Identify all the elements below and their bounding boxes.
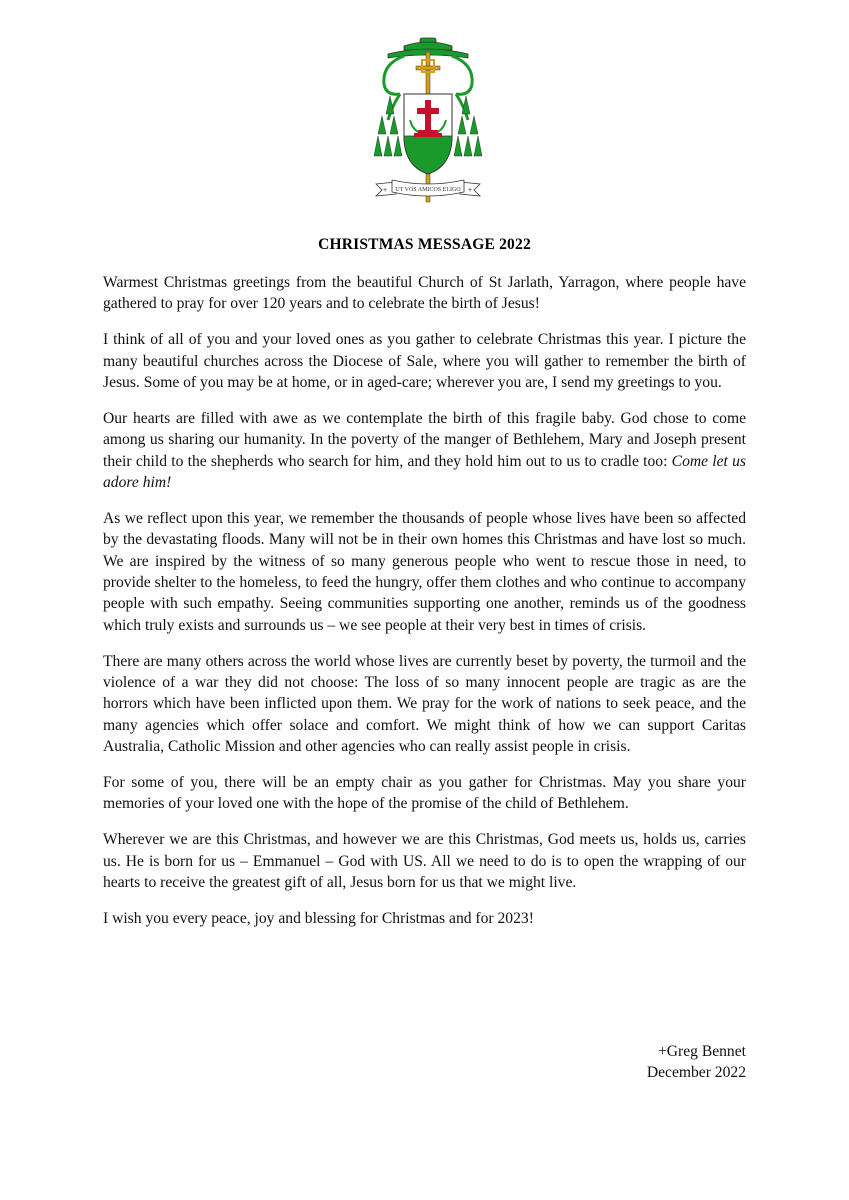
- paragraph-greeting: Warmest Christmas greetings from the beautiful Church of St Jarlath, Yarragon, where people have gathered to pray for over 120 years and to celebrate the birth of Jesus!: [103, 274, 746, 313]
- shield-icon: [404, 94, 452, 174]
- paragraph-awe-italic: Come let us adore him!: [103, 452, 746, 492]
- signature-date: December 2022: [646, 1064, 746, 1082]
- paragraph-floods: As we reflect upon this year, we remember the thousands of people whose lives have been so affected by the devastating floods. Many will not be in their own homes this Christmas and have lost so much. We are inspired by the witness of so many generous people who went to rescue those in need, to provide shelter to the homeless, to feed the hungry, offer them clothes and who continue to accompany people with such empathy. Seeing communities supporting one another, reminds us of the goodness which truly exists and surrounds us – we see people at their very best in times of crisis.: [103, 509, 746, 634]
- page-title: CHRISTMAS MESSAGE 2022: [318, 236, 531, 253]
- paragraph-awe: [103, 408, 746, 494]
- crest-motto: UT VOS AMICOS ELIGO: [395, 187, 461, 193]
- paragraph-wishes: I wish you every peace, joy and blessing for Christmas and for 2023!: [103, 909, 534, 927]
- signature-block: [647, 1041, 746, 1084]
- paragraph-emmanuel: Wherever we are this Christmas, and however we are this Christmas, God meets us, holds us, carries us. He is born for us – Emmanuel – God with US. All we need to do is to open the wrapping of our hearts to receive the greatest gift of all, Jesus born for us that we might live.: [103, 831, 746, 892]
- episcopal-coat-of-arms: [374, 36, 482, 208]
- paragraph-world: There are many others across the world whose lives are currently beset by poverty, the turmoil and the violence of a war they did not choose: The loss of so many innocent people are tragic as are the horrors which have been inflicted upon them. We pray for the work of nations to seek peace, and the many agencies which offer solace and comfort. We might think of how we can support Caritas Australia, Catholic Mission and other agencies who can really assist people in crisis.: [103, 652, 746, 756]
- svg-text:+: +: [468, 187, 473, 194]
- paragraph-thoughts: I think of all of you and your loved ones as you gather to celebrate Christmas this year. I picture the many beautiful churches across the Diocese of Sale, where you will gather to remember the birth of Jesus. Some of you may be at home, or in aged-care; wherever you are, I send my greetings to you.: [103, 331, 746, 392]
- paragraph-empty-chair: For some of you, there will be an empty chair as you gather for Christmas. May you share your memories of your loved one with the hope of the promise of the child of Bethlehem.: [103, 774, 746, 813]
- paragraph-awe-text: Our hearts are filled with awe as we contemplate the birth of this fragile baby. God chose to come among us sharing our humanity. In the poverty of the manger of Bethlehem, Mary and Joseph present their child to the shepherds who search for him, and they hold him out to us to cradle too:: [103, 409, 746, 470]
- svg-text:+: +: [383, 187, 388, 194]
- signature-name: +Greg Bennet: [657, 1043, 746, 1060]
- tassels-right-icon: [454, 96, 482, 156]
- letter-body: [103, 272, 746, 944]
- tassels-left-icon: [374, 96, 402, 156]
